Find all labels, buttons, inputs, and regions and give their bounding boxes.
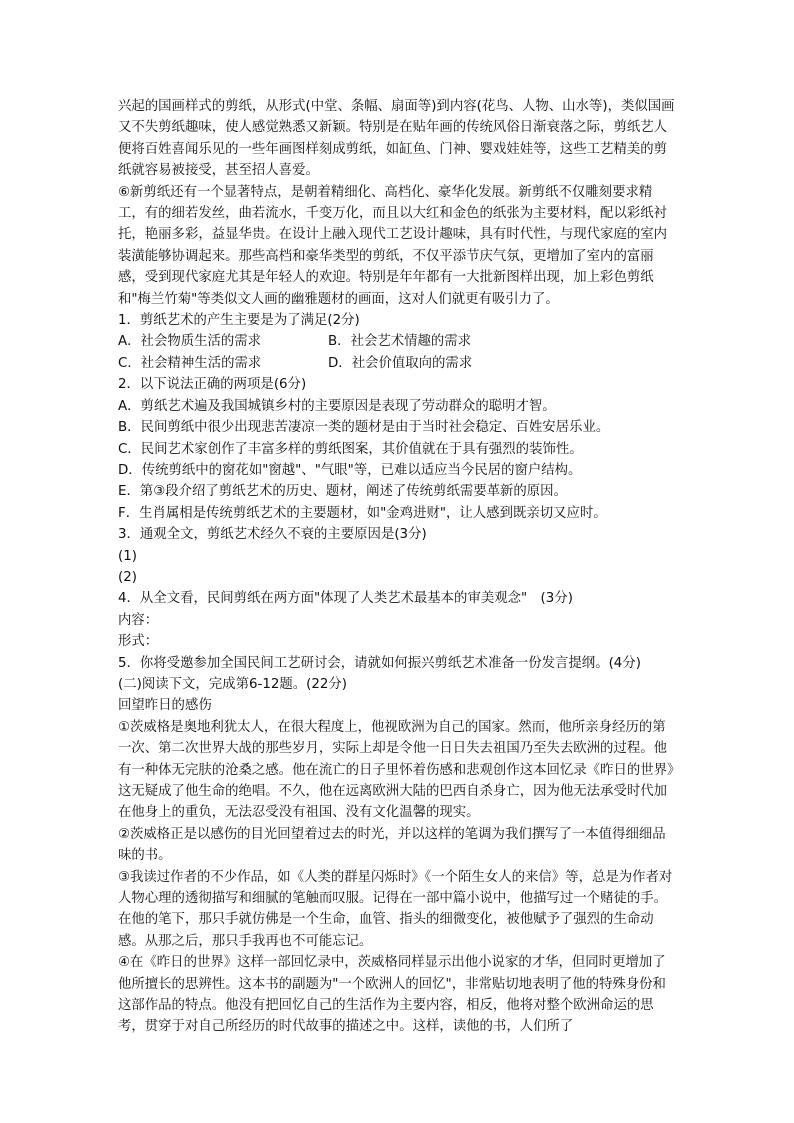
option-d: D．社会价值取向的需求 — [328, 355, 473, 371]
question-5-stem: 5．你将受邀参加全国民间工艺研讨会，请就如何振兴剪纸艺术准备一份发言提纲。(4分) — [118, 655, 641, 671]
question-2-option: A．剪纸艺术遍及我国城镇乡村的主要原因是表现了劳动群众的聪明才智。 — [118, 398, 556, 414]
option-c: C．社会精神生活的需求 — [118, 355, 262, 371]
question-4-stem: 4．从全文看，民间剪纸在两方面"体现了人类艺术最基本的审美观念" (3分) — [118, 591, 573, 607]
question-2-option: F．生肖属相是传统剪纸艺术的主要题材，如"金鸡进财"，让人感到既亲切又应时。 — [118, 505, 607, 521]
question-2-option: C．民间艺术家创作了丰富多样的剪纸图案，其价值就在于具有强烈的装饰性。 — [118, 441, 583, 457]
option-a: A．社会物质生活的需求 — [118, 334, 262, 350]
article-paragraph: ②茨威格正是以感伤的目光回望着过去的时光，并以这样的笔调为我们撰写了一本值得细细品味的书。 — [118, 826, 666, 864]
question-2-option: E．第③段介绍了剪纸艺术的历史、题材，阐述了传统剪纸需要革新的原因。 — [118, 484, 567, 500]
answer-line: 内容： — [118, 612, 159, 628]
option-b: B．社会艺术情趣的需求 — [328, 334, 472, 350]
question-2-option: D．传统剪纸中的窗花如"窗越"、"气眼"等，已难以适应当今民居的窗户结构。 — [118, 462, 582, 478]
section-heading: (二)阅读下文，完成第6-12题。(22分) — [118, 676, 348, 692]
question-2-stem: 2．以下说法正确的两项是(6分) — [118, 377, 307, 393]
question-1-options-row — [118, 331, 678, 352]
question-2-option: B．民间剪纸中很少出现悲苦凄凉一类的题材是由于当时社会稳定、百姓安居乐业。 — [118, 420, 610, 436]
passage-paragraph: 兴起的国画样式的剪纸，从形式(中堂、条幅、扇面等)到内容(花鸟、人物、山水等)，类似国画又不失剪纸趣味，使人感觉熟悉又新颖。特别是在贴年画的传统风俗日渐衰落之际，剪纸艺人便将百姓喜闻乐见的一些年画图样刻成剪纸，如缸鱼、门神、婴戏娃娃等，这些工艺精美的剪纸就容易被接受，甚至招人喜爱。 — [118, 99, 675, 179]
article-paragraph: ④在《昨日的世界》这样一部回忆录中，茨威格同样显示出他小说家的才华，但同时更增加了他所擅长的思辨性。这本书的副题为"一个欧洲人的回忆"，非常贴切地表明了他的特殊身份和这部作品的特点。他没有把回忆自己的生活作为主要内容，相反，他将对整个欧洲命运的思考，贯穿于对自己所经历的时代故事的描述之中。这样，读他的书，人们所了 — [118, 955, 666, 1035]
article-paragraph: ①茨威格是奥地利犹太人，在很大程度上，他视欧洲为自己的国家。然而，他所亲身经历的第一次、第二次世界大战的那些岁月，实际上却是令他一日日失去祖国乃至失去欧洲的过程。他有一种体无完肤的沧桑之感。他在流亡的日子里怀着伤感和悲观创作这本回忆录《昨日的世界》这无疑成了他生命的绝唱。不久，他在远离欧洲大陆的巴西自杀身亡，因为他无法承受时代加在他身上的重负，无法忍受没有祖国、没有文化温馨的现实。 — [118, 719, 674, 821]
question-3-stem: 3．通观全文，剪纸艺术经久不衰的主要原因是(3分) — [118, 527, 427, 543]
document-page — [118, 96, 678, 1038]
answer-line: (2) — [118, 569, 137, 585]
answer-line: 形式： — [118, 634, 159, 650]
answer-line: (1) — [118, 548, 137, 564]
question-1-stem: 1．剪纸艺术的产生主要是为了满足(2分) — [118, 313, 360, 329]
article-title: 回望昨日的感伤 — [118, 698, 212, 714]
article-paragraph: ③我读过作者的不少作品，如《人类的群星闪烁时》《一个陌生女人的来信》等，总是为作者对人物心理的透彻描写和细腻的笔触而叹服。记得在一部中篇小说中，他描写过一个赌徒的手。在他的笔下，那只手就仿佛是一个生命，血管、指头的细微变化，被他赋予了强烈的生命动感。从那之后，那只手我再也不可能忘记。 — [118, 869, 673, 949]
question-1-options-row — [118, 353, 678, 374]
passage-paragraph: ⑥新剪纸还有一个显著特点，是朝着精细化、高档化、豪华化发展。新剪纸不仅雕刻要求精工，有的细若发丝，曲若流水，千变万化，而且以大红和金色的纸张为主要材料，配以彩纸衬托，艳丽多彩，益显华贵。在设计上融入现代工艺设计趣味，具有时代性，与现代家庭的室内装潢能够协调起来。那些高档和豪华类型的剪纸，不仅平添节庆气氛，更增加了室内的富丽感，受到现代家庭尤其是年轻人的欢迎。特别是年年都有一大批新图样出现，加上彩色剪纸和"梅兰竹菊"等类似文人画的幽雅题材的画面，这对人们就更有吸引力了。 — [118, 184, 668, 307]
